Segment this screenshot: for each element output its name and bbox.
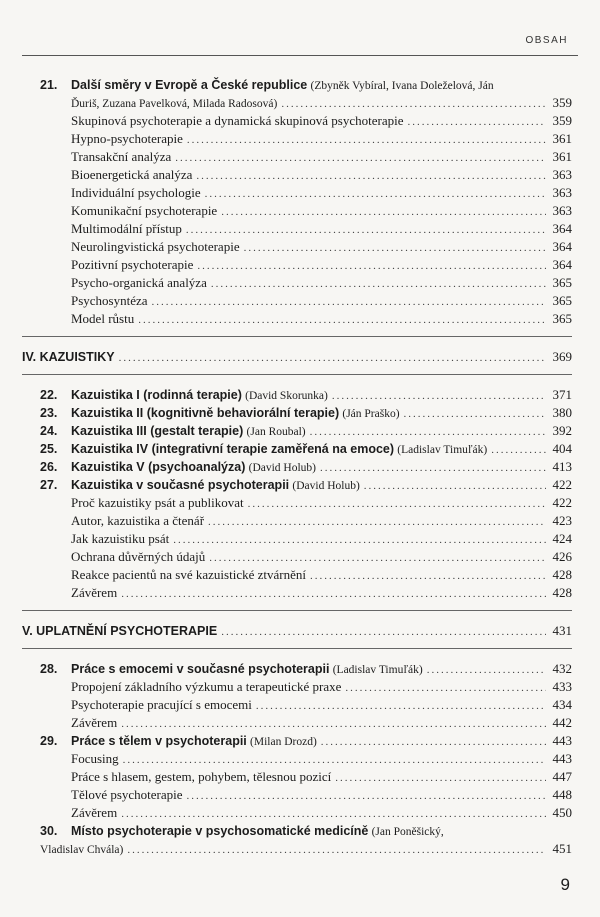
subentry-title: Komunikační psychoterapie <box>71 203 218 218</box>
subentry-title: Proč kazuistiky psát a publikovat <box>71 495 244 510</box>
page-number: 363 <box>552 167 572 182</box>
page-number: 424 <box>552 531 572 546</box>
chapter-title: Kazuistika III (gestalt terapie) (Jan Roubal) <box>71 424 306 438</box>
page-number: 428 <box>552 585 572 600</box>
toc-chapter[interactable] <box>40 458 572 476</box>
leader-dots <box>335 769 546 787</box>
toc-subentry[interactable] <box>40 130 572 148</box>
leader-dots <box>209 549 546 567</box>
page-number: 432 <box>552 661 572 676</box>
subentry-title: Reakce pacientů na své kazuistické ztvárnění <box>71 567 306 582</box>
leader-dots <box>248 495 546 513</box>
subentry-title: Multimodální přístup <box>71 221 182 236</box>
leader-dots <box>345 679 546 697</box>
page-number: 434 <box>552 697 572 712</box>
chapter-number: 26. <box>40 460 58 474</box>
toc-chapter[interactable] <box>40 422 572 440</box>
toc-subentry[interactable] <box>40 530 572 548</box>
page-number: 413 <box>552 459 572 474</box>
page-number: 448 <box>552 787 572 802</box>
leader-dots <box>175 149 546 167</box>
subentry-title: Model růstu <box>71 311 135 326</box>
toc-subentry[interactable] <box>40 548 572 566</box>
leader-dots <box>491 441 546 459</box>
toc-chapter-21-cont[interactable] <box>40 94 572 112</box>
chapter-number: 23. <box>40 406 58 420</box>
leader-dots <box>208 513 546 531</box>
leader-dots <box>152 293 546 311</box>
subentry-title: Propojení základního výzkumu a terapeutické praxe <box>71 679 342 694</box>
page-number: 359 <box>552 95 572 110</box>
leader-dots <box>205 185 546 203</box>
toc-subentry[interactable] <box>40 220 572 238</box>
chapter-number: 30. <box>40 824 58 838</box>
subentry-title: Závěrem <box>71 715 118 730</box>
toc-subentry[interactable] <box>40 202 572 220</box>
leader-dots <box>320 459 546 477</box>
toc-subentry[interactable] <box>40 678 572 696</box>
page-number: 422 <box>552 477 572 492</box>
page-number: 450 <box>552 805 572 820</box>
page-number: 423 <box>552 513 572 528</box>
chapter-title: Práce s emocemi v současné psychoterapii (Ladislav Timuľák) <box>71 662 423 676</box>
toc-subentry[interactable] <box>40 310 572 328</box>
chapter-title: Kazuistika I (rodinná terapie) (David Skorunka) <box>71 388 328 402</box>
page-folio: 9 <box>560 875 570 894</box>
page-number: 364 <box>552 257 572 272</box>
page-number: 447 <box>552 769 572 784</box>
page-number: 363 <box>552 185 572 200</box>
chapter-title: Další směry v Evropě a České republice (Zbyněk Vybíral, Ivana Doleželová, Ján <box>71 78 494 92</box>
chapter-title: Místo psychoterapie v psychosomatické medicíně (Jan Poněšický, <box>71 824 444 838</box>
page-number: 426 <box>552 549 572 564</box>
chapter-number: 22. <box>40 388 58 402</box>
toc-chapter-28[interactable] <box>40 660 572 678</box>
subentry-title: Skupinová psychoterapie a dynamická skupinová psychoterapie <box>71 113 404 128</box>
leader-dots <box>121 585 546 603</box>
subentry-title: Hypno-psychoterapie <box>71 131 183 146</box>
part-title: IV. KAZUISTIKY <box>22 350 115 364</box>
subentry-title: Ochrana důvěrných údajů <box>71 549 206 564</box>
subentry-title: Autor, kazuistika a čtenář <box>71 513 205 528</box>
toc-chapter-29[interactable] <box>40 732 572 750</box>
leader-dots <box>187 131 546 149</box>
page-number: 359 <box>552 113 572 128</box>
header-rule <box>22 55 578 56</box>
leader-dots <box>244 239 546 257</box>
chapter-author: Ďuriš, Zuzana Pavelková, Milada Radosová) <box>71 98 278 110</box>
part-title: V. UPLATNĚNÍ PSYCHOTERAPIE <box>22 624 218 638</box>
chapter-author: Vladislav Chvála) <box>40 844 124 856</box>
leader-dots <box>123 751 546 769</box>
toc-subentry[interactable] <box>40 696 572 714</box>
subentry-title: Jak kazuistiku psát <box>71 531 170 546</box>
leader-dots <box>332 387 546 405</box>
chapter-number: 28. <box>40 662 58 676</box>
chapter-title: Kazuistika v současné psychoterapii (David Holub) <box>71 478 360 492</box>
toc-chapter[interactable] <box>40 404 572 422</box>
subentry-title: Neurolingvistická psychoterapie <box>71 239 240 254</box>
page-number: 363 <box>552 203 572 218</box>
leader-dots <box>221 623 546 641</box>
page-number: 433 <box>552 679 572 694</box>
page-number: 404 <box>552 441 572 456</box>
leader-dots <box>173 531 546 549</box>
chapter-number: 25. <box>40 442 58 456</box>
subentry-title: Pozitivní psychoterapie <box>71 257 194 272</box>
part-divider <box>22 336 572 338</box>
page-number: 361 <box>552 131 572 146</box>
chapter-number: 21. <box>40 78 58 92</box>
leader-dots <box>138 311 546 329</box>
part-divider <box>22 648 572 650</box>
subentry-title: Práce s hlasem, gestem, pohybem, tělesnou pozicí <box>71 769 332 784</box>
toc-subentry[interactable] <box>40 494 572 512</box>
toc-subentry[interactable] <box>40 148 572 166</box>
subentry-title: Transakční analýza <box>71 149 172 164</box>
page-number: 451 <box>552 841 572 856</box>
subentry-title: Focusing <box>71 751 119 766</box>
page-number: 428 <box>552 567 572 582</box>
chapter-number: 27. <box>40 478 58 492</box>
toc-subentry[interactable] <box>40 112 572 130</box>
toc-subentry[interactable] <box>40 786 572 804</box>
toc-subentry[interactable] <box>40 184 572 202</box>
page-number: 365 <box>552 293 572 308</box>
leader-dots <box>119 349 546 367</box>
leader-dots <box>310 423 546 441</box>
toc-chapter-30[interactable] <box>40 822 572 840</box>
toc-subentry[interactable] <box>40 768 572 786</box>
page-number: 364 <box>552 239 572 254</box>
leader-dots <box>364 477 546 495</box>
toc-subentry[interactable] <box>40 512 572 530</box>
chapter-title: Kazuistika V (psychoanalýza) (David Holub) <box>71 460 317 474</box>
chapter-title: Kazuistika IV (integrativní terapie zaměřená na emoce) (Ladislav Timuľák) <box>71 442 488 456</box>
page-number: 365 <box>552 311 572 326</box>
subentry-title: Tělové psychoterapie <box>71 787 183 802</box>
subentry-title: Závěrem <box>71 585 118 600</box>
toc-chapter[interactable] <box>40 386 572 404</box>
toc-chapter-21[interactable] <box>40 76 572 94</box>
page-number: 380 <box>552 405 572 420</box>
page-number: 443 <box>552 733 572 748</box>
leader-dots <box>211 275 546 293</box>
table-of-contents <box>22 76 572 858</box>
page-number: 364 <box>552 221 572 236</box>
leader-dots <box>321 733 546 751</box>
toc-subentry[interactable] <box>40 256 572 274</box>
toc-subentry[interactable] <box>40 238 572 256</box>
leader-dots <box>404 405 546 423</box>
toc-chapter[interactable] <box>40 440 572 458</box>
toc-subentry[interactable] <box>40 566 572 584</box>
chapter-number: 29. <box>40 734 58 748</box>
leader-dots <box>187 787 546 805</box>
toc-subentry[interactable] <box>40 292 572 310</box>
part-divider <box>22 374 572 376</box>
subentry-title: Závěrem <box>71 805 118 820</box>
subentry-title: Bioenergetická analýza <box>71 167 193 182</box>
toc-part-v[interactable] <box>22 622 572 640</box>
page-number: 369 <box>552 349 572 364</box>
leader-dots <box>281 95 546 113</box>
toc-subentry[interactable] <box>40 584 572 602</box>
page-number: 443 <box>552 751 572 766</box>
page-number: 392 <box>552 423 572 438</box>
page-number: 422 <box>552 495 572 510</box>
leader-dots <box>196 167 546 185</box>
leader-dots <box>427 661 546 679</box>
toc-chapter-30-cont[interactable] <box>40 840 572 858</box>
toc-subentry[interactable] <box>40 714 572 732</box>
page-number: 431 <box>552 623 572 638</box>
toc-subentry[interactable] <box>40 804 572 822</box>
chapter-title: Práce s tělem v psychoterapii (Milan Drozd) <box>71 734 317 748</box>
leader-dots <box>221 203 546 221</box>
chapter-title: Kazuistika II (kognitivně behaviorální terapie) (Ján Praško) <box>71 406 400 420</box>
leader-dots <box>186 221 546 239</box>
leader-dots <box>310 567 546 585</box>
running-head: OBSAH <box>525 35 568 46</box>
leader-dots <box>408 113 547 131</box>
page-number: 365 <box>552 275 572 290</box>
leader-dots <box>121 805 546 823</box>
toc-subentry[interactable] <box>40 750 572 768</box>
toc-subentry[interactable] <box>40 274 572 292</box>
leader-dots <box>256 697 546 715</box>
leader-dots <box>121 715 546 733</box>
page-number: 442 <box>552 715 572 730</box>
page-number: 371 <box>552 387 572 402</box>
toc-chapter[interactable] <box>40 476 572 494</box>
subentry-title: Psychosyntéza <box>71 293 148 308</box>
chapter-number: 24. <box>40 424 58 438</box>
toc-subentry[interactable] <box>40 166 572 184</box>
toc-part-iv[interactable] <box>22 348 572 366</box>
page-number: 361 <box>552 149 572 164</box>
leader-dots <box>127 841 546 859</box>
subentry-title: Psycho-organická analýza <box>71 275 207 290</box>
subentry-title: Psychoterapie pracující s emocemi <box>71 697 252 712</box>
leader-dots <box>197 257 546 275</box>
subentry-title: Individuální psychologie <box>71 185 201 200</box>
part-divider <box>22 610 572 612</box>
